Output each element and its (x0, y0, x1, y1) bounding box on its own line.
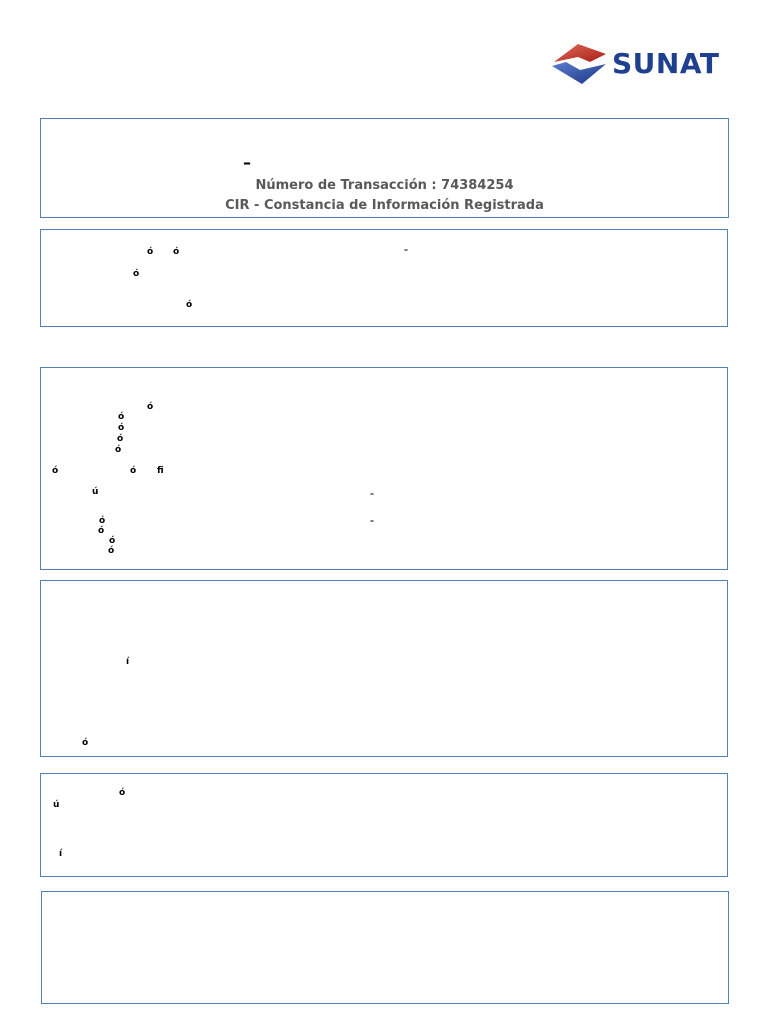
section-panel-5 (41, 891, 729, 1004)
section-panel-1 (40, 229, 728, 327)
text-fragment: fi (157, 466, 164, 476)
text-fragment: ó (52, 466, 59, 476)
text-fragment: ó (108, 546, 115, 556)
document-title: CIR - Constancia de Información Registrada (225, 198, 544, 213)
text-fragment: ó (115, 445, 122, 455)
text-fragment: – (370, 489, 374, 498)
text-fragment: ó (109, 536, 116, 546)
sunat-logo-text: SUNAT (612, 47, 720, 80)
text-fragment: í (59, 849, 63, 859)
text-fragment: ó (173, 247, 180, 257)
text-fragment: ó (147, 402, 154, 412)
section-panel-3 (40, 580, 728, 757)
header-dash: – (243, 153, 251, 172)
text-fragment: ó (147, 247, 154, 257)
text-fragment: í (126, 657, 130, 667)
section-panel-2 (40, 367, 728, 570)
sunat-logo-mark-icon (548, 40, 612, 88)
text-fragment: ó (186, 300, 193, 310)
text-fragment: ó (99, 516, 106, 526)
text-fragment: ó (98, 526, 105, 536)
text-fragment: ó (117, 434, 124, 444)
sunat-logo (548, 40, 728, 88)
text-fragment: – (370, 516, 374, 525)
header-panel (40, 118, 729, 218)
section-panel-4 (40, 773, 728, 877)
text-fragment: ó (133, 269, 140, 279)
text-fragment: ú (92, 487, 99, 497)
text-fragment: ú (53, 800, 60, 810)
text-fragment: ó (82, 738, 89, 748)
text-fragment: – (404, 245, 408, 254)
text-fragment: ó (130, 466, 137, 476)
text-fragment: ó (118, 423, 125, 433)
transaction-number: Número de Transacción : 74384254 (255, 178, 514, 193)
text-fragment: ó (118, 412, 125, 422)
text-fragment: ó (119, 788, 126, 798)
